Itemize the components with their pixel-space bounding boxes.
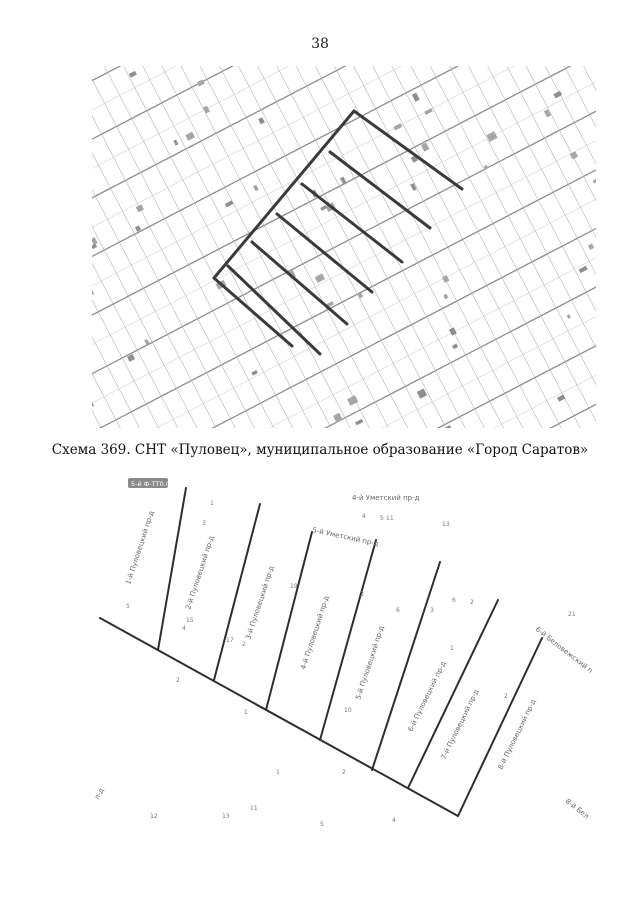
svg-text:4: 4: [392, 817, 396, 824]
street-umetsky-5: 5-й Уметский пр-д: [311, 526, 380, 548]
street-bolovezhsky-edge: 8-й Бел: [563, 797, 591, 821]
top-map-canvas: [92, 66, 596, 428]
svg-text:1: 1: [244, 709, 248, 716]
lane-label-7: 7-й Пуловецкий пр-д: [439, 688, 481, 761]
svg-text:21: 21: [568, 611, 576, 618]
svg-text:17: 17: [226, 637, 234, 644]
svg-text:2: 2: [176, 677, 180, 684]
lane-label-3: 3-й Пуловецкий пр-д: [244, 564, 276, 641]
lane-label-1: 1-й Пуловецкий пр-д: [124, 509, 156, 586]
bottom-map: [90, 470, 598, 850]
parcel-grid: [92, 66, 596, 428]
svg-text:15: 15: [186, 617, 194, 624]
svg-text:3: 3: [202, 520, 206, 527]
svg-text:5: 5: [320, 821, 324, 828]
svg-text:3: 3: [360, 591, 364, 598]
svg-text:13: 13: [442, 521, 450, 528]
svg-text:2: 2: [242, 641, 246, 648]
svg-text:11: 11: [250, 805, 258, 812]
lane-5: [372, 562, 440, 770]
svg-text:10: 10: [344, 707, 352, 714]
svg-text:12: 12: [150, 813, 158, 820]
svg-text:1: 1: [276, 769, 280, 776]
lane-label-4: 4-й Пуловецкий пр-д: [299, 594, 331, 671]
main-road: [214, 111, 354, 278]
svg-text:4: 4: [362, 513, 366, 520]
bottom-map-canvas: [90, 470, 598, 850]
lane-label-6: 6-й Пуловецкий пр-д: [406, 660, 448, 733]
street-bolovezhsky-6: 6-й Беловежский п: [533, 625, 595, 675]
svg-text:3: 3: [430, 607, 434, 614]
lane-3: [266, 532, 312, 710]
street-lines: [100, 488, 542, 816]
lane-label-2: 2-й Пуловецкий пр-д: [184, 534, 216, 611]
main-street: [100, 618, 458, 816]
figure-caption: Схема 369. СНТ «Пуловец», муниципальное образование «Город Саратов»: [51, 442, 589, 458]
lane-7: [458, 638, 542, 816]
map-badge: [128, 478, 170, 488]
lane-label-8: 8-й Пуловецкий пр-д: [496, 698, 538, 771]
svg-text:5: 5: [126, 603, 130, 610]
svg-text:6: 6: [452, 597, 456, 604]
lane-2: [214, 504, 260, 680]
svg-text:13: 13: [222, 813, 230, 820]
building-footprints: [92, 66, 596, 428]
svg-text:4: 4: [182, 625, 186, 632]
svg-text:2: 2: [470, 599, 474, 606]
svg-text:5: 5: [380, 515, 384, 522]
svg-text:19: 19: [290, 583, 298, 590]
svg-text:5-й Ф-ТТ0.0: 5-й Ф-ТТ0.0: [131, 480, 170, 488]
svg-text:6: 6: [396, 607, 400, 614]
svg-text:1: 1: [450, 645, 454, 652]
page-number: 38: [311, 36, 329, 52]
street-umetsky-4: 4-й Уметский пр-д: [352, 494, 420, 502]
house-numbers: [126, 500, 576, 828]
svg-text:1: 1: [210, 500, 214, 507]
svg-text:2: 2: [504, 693, 508, 700]
street-edge-label: л-д: [92, 786, 106, 801]
lane-label-5: 5-й Пуловецкий пр-д: [354, 624, 386, 701]
svg-text:11: 11: [386, 515, 394, 522]
svg-text:2: 2: [342, 769, 346, 776]
road-1: [354, 111, 462, 189]
top-map: [92, 66, 596, 428]
